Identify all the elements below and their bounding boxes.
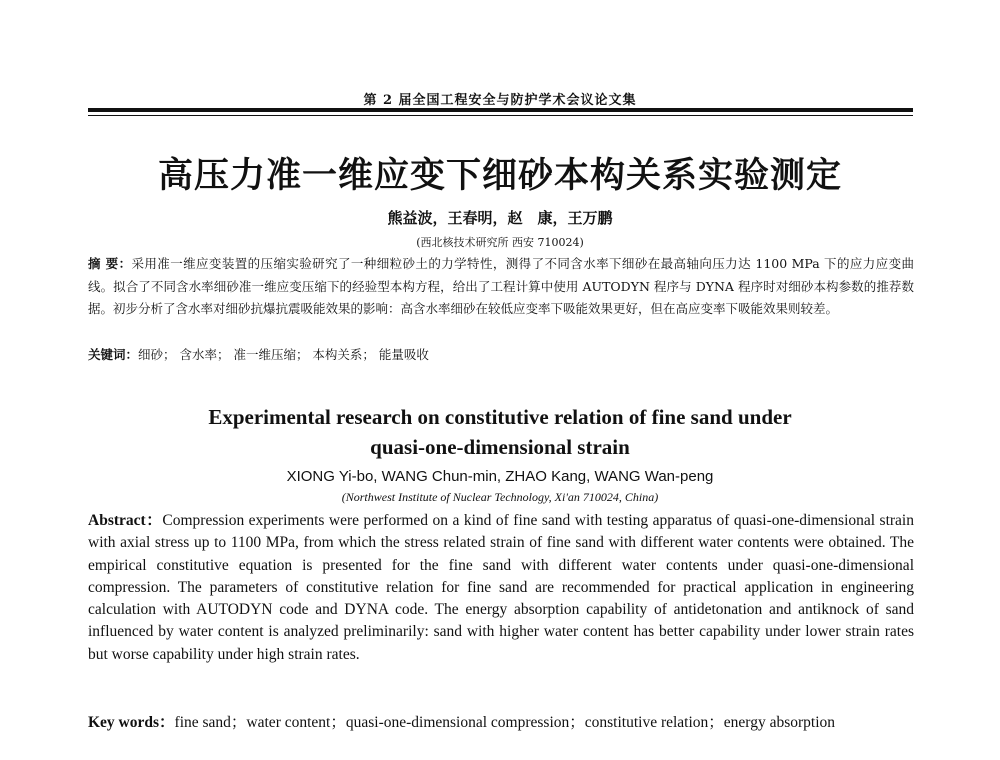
chinese-abstract xyxy=(88,253,914,321)
english-abstract-label: Abstract： xyxy=(88,512,163,529)
header-rule-thick xyxy=(88,108,913,112)
english-title-line2: quasi-one-dimensional strain xyxy=(370,435,630,459)
english-keywords-text: fine sand；water content；quasi-one-dimensional compression；constitutive relation；energy absorption xyxy=(174,714,835,731)
header-rule-thin xyxy=(88,115,913,116)
english-authors: XIONG Yi-bo, WANG Chun-min, ZHAO Kang, WANG Wan-peng xyxy=(286,468,714,485)
english-affiliation: (Northwest Institute of Nuclear Technology, Xi'an 710024, China) xyxy=(341,490,659,504)
chinese-title: 高压力准一维应变下细砂本构关系实验测定 xyxy=(157,156,842,196)
english-abstract xyxy=(88,510,914,666)
running-head: 第 2 届全国工程安全与防护学术会议论文集 xyxy=(363,93,637,108)
english-title-line1: Experimental research on constitutive relation of fine sand under xyxy=(208,405,792,429)
chinese-abstract-text: 采用准一维应变装置的压缩实验研究了一种细粒砂土的力学特性，测得了不同含水率下细砂在最高轴向压力达 1100 MPa 下的应力应变曲线。拟合了不同含水率细砂准一维应变压缩下的经验型本构方程，给出了工程计算中使用 AUTODYN 程序与 DYNA 程序时对细砂本构参数的推荐数据。初步分析了含水率对细砂抗爆抗震吸能效果的影响：高含水率细砂在较低应变率下吸能效果更好，但在高应变率下吸能效果则较差。 xyxy=(88,256,914,316)
english-title xyxy=(0,402,1000,462)
chinese-keywords-label: 关键词： xyxy=(88,347,139,362)
english-abstract-text: Compression experiments were performed on a kind of fine sand with testing apparatus of quasi-one-dimensional strain with axial stress up to 1100 MPa, from which the stress related strain of fine sand with different water contents were obtained. The empirical constitutive equation is presented for the fine sand with different water contents under quasi-one-dimensional compression. The parameters of constitutive relation for fine sand are recommended for practical application in engineering calculation with AUTODYN code and DYNA code. The energy absorption capability of antidetonation and antiknock of sand influenced by water content is analyzed preliminarily: sand with higher water content has better capability under lower strain rates but worse capability under high strain rates. xyxy=(88,512,914,663)
chinese-keywords xyxy=(88,344,914,366)
english-keywords xyxy=(88,712,914,734)
chinese-affiliation: (西北核技术研究所 西安 710024) xyxy=(416,236,584,249)
chinese-authors: 熊益波，王春明，赵 康，王万鹏 xyxy=(387,209,613,227)
chinese-abstract-label: 摘 要： xyxy=(88,256,132,271)
chinese-keywords-text: 细砂； 含水率； 准一维压缩； 本构关系； 能量吸收 xyxy=(138,347,429,362)
english-keywords-label: Key words： xyxy=(88,714,175,731)
